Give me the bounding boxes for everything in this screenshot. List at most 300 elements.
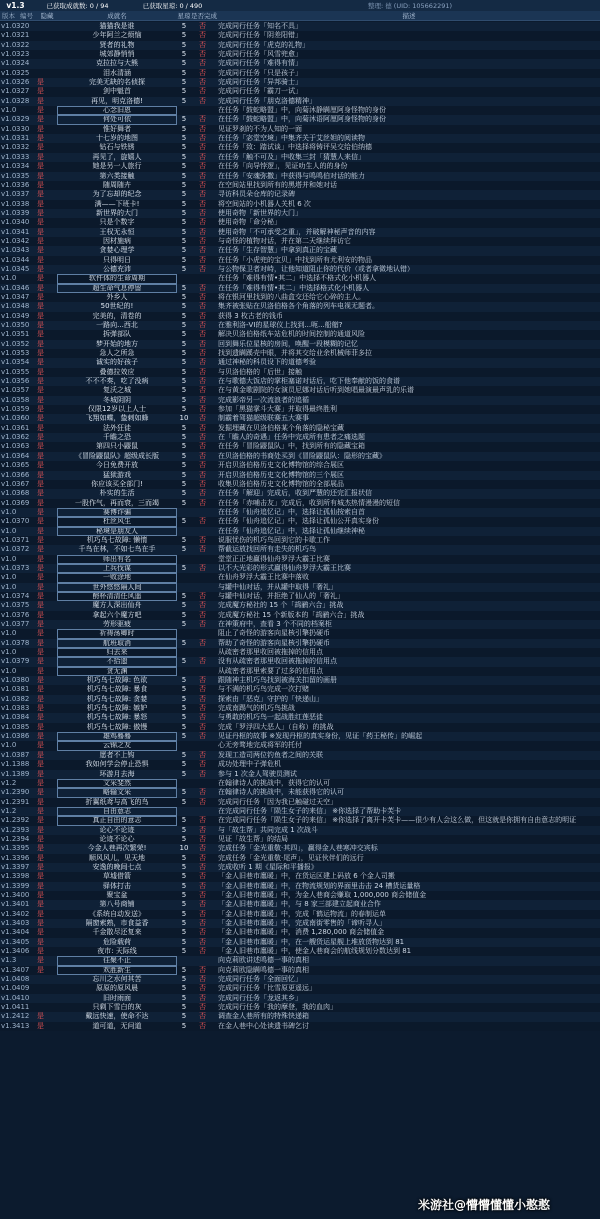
description-cell: 「金人旧巷市廛暖」中，消费 1,280,000 商会储值金 xyxy=(218,928,385,937)
achievement-name-cell: 复沃之城 xyxy=(103,386,131,395)
description-cell: 完成同行任务「虎克的礼物」 xyxy=(218,40,309,49)
completed-cell[interactable]: 否 xyxy=(199,909,206,918)
completed-cell[interactable]: 否 xyxy=(199,218,206,227)
table-row[interactable] xyxy=(0,947,600,956)
completed-cell[interactable]: 否 xyxy=(199,339,206,348)
completed-cell[interactable]: 否 xyxy=(199,227,206,236)
completed-cell[interactable]: 否 xyxy=(199,134,206,143)
stars-cell: 5 xyxy=(181,853,187,862)
completed-cell[interactable]: 否 xyxy=(199,87,206,96)
table-row[interactable] xyxy=(0,321,600,330)
number-cell xyxy=(16,807,37,816)
completed-cell[interactable]: 否 xyxy=(199,321,206,329)
completed-cell[interactable]: 否 xyxy=(199,975,206,984)
table-row[interactable] xyxy=(0,153,600,162)
completed-cell[interactable]: 否 xyxy=(199,1021,206,1030)
completed-cell[interactable]: 否 xyxy=(199,713,206,722)
table-row[interactable] xyxy=(0,835,600,844)
completed-cell[interactable]: 否 xyxy=(199,657,206,666)
table-row[interactable] xyxy=(0,900,600,909)
table-row[interactable] xyxy=(0,452,600,461)
completed-cell[interactable]: 否 xyxy=(199,788,206,797)
completed-cell[interactable]: 否 xyxy=(199,292,206,301)
table-row[interactable] xyxy=(0,396,600,405)
table-row[interactable] xyxy=(0,480,600,489)
achievement-name-cell: 王权无永恒 xyxy=(99,227,135,236)
header-version[interactable]: 版本 xyxy=(2,12,15,20)
version-cell: v1.0 xyxy=(1,59,17,68)
completed-cell[interactable]: 否 xyxy=(199,358,206,367)
completed-cell[interactable]: 否 xyxy=(199,535,206,544)
table-row[interactable] xyxy=(0,41,600,50)
description-cell: 完成同行任务「全面回忆」 xyxy=(218,975,302,984)
table-row[interactable] xyxy=(0,938,600,947)
completed-cell[interactable] xyxy=(191,779,214,788)
completed-cell[interactable]: 否 xyxy=(199,498,206,507)
stars-cell: 5 xyxy=(181,143,187,152)
table-row[interactable] xyxy=(0,1022,600,1031)
table-row[interactable] xyxy=(0,508,600,517)
description-cell: 在与黄金歌剧院的女演员尼娜对话后听到她唱最演最声乳的乐谱 xyxy=(218,386,414,395)
version-cell: v1.3 xyxy=(1,881,17,890)
table-row[interactable] xyxy=(0,863,600,872)
table-row[interactable] xyxy=(0,770,600,779)
table-row[interactable] xyxy=(0,237,600,246)
version-cell: v1.1 xyxy=(1,769,17,778)
completed-cell[interactable]: 否 xyxy=(199,900,206,909)
table-row[interactable] xyxy=(0,685,600,694)
completed-cell[interactable] xyxy=(191,648,214,657)
completed-cell[interactable]: 否 xyxy=(199,451,206,460)
stars-cell: 5 xyxy=(181,900,187,909)
table-row[interactable] xyxy=(0,218,600,227)
completed-cell[interactable]: 否 xyxy=(199,377,206,386)
table-row[interactable] xyxy=(0,499,600,508)
completed-cell[interactable]: 否 xyxy=(199,246,206,255)
completed-cell[interactable]: 否 xyxy=(199,255,206,264)
completed-cell[interactable]: 否 xyxy=(199,349,206,358)
achievement-name-cell: 满——下班卡! xyxy=(94,199,140,208)
completed-cell[interactable]: 否 xyxy=(199,22,206,30)
number-cell: 401 xyxy=(16,900,30,909)
completed-cell[interactable]: 否 xyxy=(199,395,206,404)
hidden-cell: 是 xyxy=(37,638,44,647)
table-row[interactable] xyxy=(0,713,600,722)
version-cell: v1.0 xyxy=(1,498,17,507)
table-row[interactable] xyxy=(0,592,600,601)
table-row[interactable] xyxy=(0,442,600,451)
completed-cell[interactable]: 否 xyxy=(199,610,206,619)
description-cell: 在空间站里找到所有的黑塔并和她对话 xyxy=(218,180,337,189)
table-row[interactable] xyxy=(0,172,600,181)
completed-cell[interactable]: 否 xyxy=(199,143,206,152)
table-row[interactable] xyxy=(0,50,600,59)
number-cell: 362 xyxy=(16,433,30,442)
table-row[interactable] xyxy=(0,87,600,96)
table-row[interactable] xyxy=(0,59,600,68)
completed-cell[interactable]: 否 xyxy=(199,685,206,694)
completed-cell[interactable]: 否 xyxy=(199,844,206,853)
table-row[interactable] xyxy=(0,246,600,255)
number-cell: 346 xyxy=(16,283,30,292)
completed-cell[interactable]: 否 xyxy=(199,461,206,470)
completed-cell[interactable] xyxy=(191,555,214,564)
table-row[interactable] xyxy=(0,555,600,564)
completed-cell[interactable]: 否 xyxy=(199,50,206,59)
completed-cell[interactable] xyxy=(191,508,214,517)
achievement-name-cell: 十七岁的地图 xyxy=(96,134,138,143)
completed-cell[interactable]: 否 xyxy=(199,1003,206,1012)
table-row[interactable] xyxy=(0,788,600,797)
completed-cell[interactable]: 否 xyxy=(199,965,206,974)
description-cell: 完成南踢气的机巧鸟挑战 xyxy=(218,704,295,713)
table-row[interactable] xyxy=(0,966,600,975)
table-row[interactable] xyxy=(0,284,600,293)
completed-cell[interactable]: 否 xyxy=(199,423,206,432)
version-cell: v1.0 xyxy=(1,423,17,432)
table-row[interactable] xyxy=(0,807,600,816)
completed-cell[interactable]: 否 xyxy=(199,937,206,946)
completed-cell[interactable]: 否 xyxy=(199,750,206,759)
table-row[interactable] xyxy=(0,200,600,209)
version-cell: v1.2 xyxy=(1,816,17,825)
completed-cell[interactable] xyxy=(191,667,214,676)
stars-cell: 5 xyxy=(181,152,187,161)
completed-cell[interactable]: 否 xyxy=(199,517,206,526)
achievement-name-cell: 50世纪的! xyxy=(100,302,134,311)
completed-cell[interactable]: 否 xyxy=(199,96,206,105)
table-row[interactable] xyxy=(0,69,600,78)
table-row[interactable] xyxy=(0,143,600,152)
table-row[interactable] xyxy=(0,274,600,283)
table-row[interactable] xyxy=(0,545,600,554)
header-name[interactable]: 成就名 xyxy=(107,12,127,20)
hidden-cell xyxy=(37,994,57,1003)
table-row[interactable] xyxy=(0,265,600,274)
description-cell: 在任务「小虎兜的宝贝」中找到所有尤利安的物品 xyxy=(218,255,372,264)
completed-cell[interactable] xyxy=(191,629,214,638)
completed-cell[interactable] xyxy=(191,956,214,965)
table-row[interactable] xyxy=(0,657,600,666)
table-row[interactable] xyxy=(0,424,600,433)
table-row[interactable] xyxy=(0,377,600,386)
header-description[interactable]: 描述 xyxy=(402,12,416,20)
table-row[interactable] xyxy=(0,293,600,302)
table-row[interactable] xyxy=(0,115,600,124)
completed-cell[interactable]: 否 xyxy=(199,171,206,180)
description-cell: 探索由「恶克」守护的「快递山」 xyxy=(218,694,323,703)
table-row[interactable] xyxy=(0,611,600,620)
table-row[interactable] xyxy=(0,639,600,648)
description-cell: 「金人旧巷市廛暖」中，在货运区建上码放 6 个金人司搬 xyxy=(218,872,395,881)
version-cell: v1.2 xyxy=(1,825,17,834)
completed-cell[interactable]: 否 xyxy=(199,834,206,843)
achievement-name-cell: 为了忘却的纪念 xyxy=(92,190,142,199)
completed-cell[interactable]: 否 xyxy=(199,152,206,161)
completed-cell[interactable]: 否 xyxy=(199,405,206,414)
table-row[interactable] xyxy=(0,620,600,629)
table-row[interactable] xyxy=(0,330,600,339)
number-cell: 376 xyxy=(16,610,30,619)
completed-cell[interactable] xyxy=(191,807,214,816)
achievement-name-cell: 千鸟在林，不如七鸟在手 xyxy=(78,545,156,554)
table-row[interactable] xyxy=(0,984,600,993)
version-cell: v1.2 xyxy=(1,1012,17,1021)
completed-cell[interactable]: 否 xyxy=(199,264,206,273)
table-row[interactable] xyxy=(0,536,600,545)
table-row[interactable] xyxy=(0,125,600,134)
table-row[interactable] xyxy=(0,461,600,470)
completed-cell[interactable]: 否 xyxy=(199,545,206,554)
version-cell: v1.2 xyxy=(1,788,17,797)
version-cell: v1.0 xyxy=(1,367,17,376)
completed-cell[interactable]: 否 xyxy=(199,694,206,703)
description-cell: 找到遗瞒蹊壳中眼，并将其交给业余机械师菲多拉 xyxy=(218,349,372,358)
number-cell xyxy=(16,573,37,582)
table-row[interactable] xyxy=(0,844,600,853)
table-row[interactable] xyxy=(0,256,600,265)
hidden-cell xyxy=(37,59,57,68)
table-row[interactable] xyxy=(0,695,600,704)
table-row[interactable] xyxy=(0,527,600,536)
table-row[interactable] xyxy=(0,741,600,750)
table-row[interactable] xyxy=(0,368,600,377)
table-row[interactable] xyxy=(0,676,600,685)
completed-cell[interactable] xyxy=(191,583,214,592)
completed-cell[interactable]: 否 xyxy=(199,620,206,628)
hidden-cell: 是 xyxy=(37,676,44,685)
table-row[interactable] xyxy=(0,919,600,928)
completed-cell[interactable]: 否 xyxy=(199,470,206,479)
stars-cell: 5 xyxy=(181,134,187,143)
table-row[interactable] xyxy=(0,798,600,807)
completed-cell[interactable] xyxy=(191,106,214,115)
completed-cell[interactable] xyxy=(191,741,214,750)
version-cell: v1.0 xyxy=(1,704,17,713)
completed-cell[interactable]: 否 xyxy=(199,928,206,937)
number-cell: 410 xyxy=(16,993,30,1002)
table-row[interactable] xyxy=(0,471,600,480)
header-completed[interactable]: 是否完成 xyxy=(191,12,217,20)
description-cell: 集齐被张贴在贝洛伯格各个角落的列车电视无题者。 xyxy=(218,302,379,311)
header-hidden[interactable]: 隐藏 xyxy=(40,12,54,20)
completed-cell[interactable]: 否 xyxy=(199,386,206,395)
version-cell: v1.0 xyxy=(1,984,17,993)
table-row[interactable] xyxy=(0,826,600,835)
table-row[interactable] xyxy=(0,975,600,984)
achievement-name-cell: 泪水清涵 xyxy=(103,68,131,77)
completed-cell[interactable]: 否 xyxy=(199,563,206,572)
completed-cell[interactable]: 否 xyxy=(199,442,206,451)
number-cell xyxy=(16,274,37,283)
table-row[interactable] xyxy=(0,97,600,106)
completed-cell[interactable]: 否 xyxy=(199,872,206,881)
table-row[interactable] xyxy=(0,31,600,40)
hidden-cell: 是 xyxy=(37,134,44,143)
version-cell: v1.0 xyxy=(1,274,17,283)
table-row[interactable] xyxy=(0,601,600,610)
number-cell: 322 xyxy=(16,40,30,49)
completed-cell[interactable]: 否 xyxy=(199,704,206,713)
completed-cell[interactable] xyxy=(191,527,214,536)
completed-cell[interactable]: 否 xyxy=(199,330,206,339)
version-cell: v1.0 xyxy=(1,255,17,264)
version-cell: v1.0 xyxy=(1,246,17,255)
table-row[interactable] xyxy=(0,162,600,171)
table-row[interactable] xyxy=(0,22,600,31)
completed-cell[interactable]: 否 xyxy=(199,722,206,731)
table-row[interactable] xyxy=(0,78,600,87)
description-cell: 在「瞻人的奇遇」任务中完成所有患者之痛选题 xyxy=(218,433,365,442)
hidden-cell xyxy=(37,50,57,59)
completed-cell[interactable]: 否 xyxy=(199,115,206,124)
table-row[interactable] xyxy=(0,760,600,769)
table-row[interactable] xyxy=(0,414,600,423)
stars-cell: 5 xyxy=(181,227,187,236)
table-row[interactable] xyxy=(0,629,600,638)
table-row[interactable] xyxy=(0,489,600,498)
hidden-cell: 是 xyxy=(37,96,44,105)
completed-cell[interactable]: 否 xyxy=(199,825,206,834)
completed-cell[interactable]: 否 xyxy=(199,862,206,871)
table-row[interactable] xyxy=(0,181,600,190)
description-cell: 与勇敢的机巧鸟一起战胜红莲恶徒 xyxy=(218,713,323,722)
completed-cell[interactable]: 否 xyxy=(199,769,206,778)
table-row[interactable] xyxy=(0,517,600,526)
version-cell: v1.0 xyxy=(1,171,17,180)
table-row[interactable] xyxy=(0,928,600,937)
completed-cell[interactable]: 否 xyxy=(199,31,206,40)
table-row[interactable] xyxy=(0,228,600,237)
completed-cell[interactable]: 否 xyxy=(199,947,206,956)
stars-cell: 5 xyxy=(181,947,187,956)
stars-cell: 5 xyxy=(181,386,187,395)
table-row[interactable] xyxy=(0,891,600,900)
completed-cell[interactable]: 否 xyxy=(199,302,206,311)
table-row[interactable] xyxy=(0,910,600,919)
completed-cell[interactable]: 否 xyxy=(199,59,206,68)
completed-cell[interactable]: 否 xyxy=(199,676,206,685)
completed-cell[interactable]: 否 xyxy=(199,1012,206,1021)
completed-cell[interactable]: 否 xyxy=(199,124,206,133)
table-row[interactable] xyxy=(0,994,600,1003)
table-row[interactable] xyxy=(0,779,600,788)
hidden-cell: 是 xyxy=(37,377,44,386)
completed-cell[interactable]: 否 xyxy=(199,190,206,199)
version-cell: v1.3 xyxy=(1,947,17,956)
table-row[interactable] xyxy=(0,882,600,891)
completed-cell[interactable]: 否 xyxy=(199,311,206,320)
description-cell: 在仙舟罗浮大霸王比赛中落败 xyxy=(218,573,309,582)
completed-cell[interactable]: 否 xyxy=(199,890,206,899)
completed-cell[interactable]: 否 xyxy=(199,732,206,741)
completed-cell[interactable]: 否 xyxy=(199,40,206,49)
completed-cell[interactable]: 否 xyxy=(199,68,206,77)
completed-cell[interactable]: 否 xyxy=(199,180,206,189)
stars-cell: 5 xyxy=(181,620,187,628)
completed-cell[interactable]: 否 xyxy=(199,638,206,647)
table-row[interactable] xyxy=(0,583,600,592)
completed-cell[interactable]: 否 xyxy=(199,208,206,217)
completed-cell[interactable]: 否 xyxy=(199,853,206,862)
table-row[interactable] xyxy=(0,816,600,825)
table-row[interactable] xyxy=(0,723,600,732)
stars-cell: 5 xyxy=(181,199,187,208)
completed-cell[interactable]: 否 xyxy=(199,479,206,488)
completed-cell[interactable]: 否 xyxy=(199,760,206,769)
table-row[interactable] xyxy=(0,667,600,676)
achievement-name-cell: 雄鸡蓦蓦 xyxy=(57,732,177,741)
completed-cell[interactable] xyxy=(191,573,214,582)
completed-cell[interactable]: 否 xyxy=(199,591,206,600)
number-cell: 336 xyxy=(16,180,30,189)
completed-cell[interactable]: 否 xyxy=(199,919,206,927)
completed-cell[interactable]: 否 xyxy=(199,993,206,1002)
table-row[interactable] xyxy=(0,302,600,311)
completed-cell[interactable]: 否 xyxy=(199,283,206,292)
completed-cell[interactable]: 否 xyxy=(199,414,206,423)
version-cell: v1.0 xyxy=(1,377,17,386)
completed-cell[interactable]: 否 xyxy=(199,601,206,610)
version-cell: v1.0 xyxy=(1,741,17,750)
description-cell: 获得 3 枚古老的钱币 xyxy=(218,311,283,320)
table-row[interactable] xyxy=(0,956,600,965)
stars-cell: 5 xyxy=(181,1003,187,1012)
table-row[interactable] xyxy=(0,386,600,395)
table-row[interactable] xyxy=(0,358,600,367)
table-row[interactable] xyxy=(0,872,600,881)
table-row[interactable] xyxy=(0,340,600,349)
completed-cell[interactable]: 否 xyxy=(199,78,206,87)
table-row[interactable] xyxy=(0,349,600,358)
table-row[interactable] xyxy=(0,648,600,657)
hidden-cell: 是 xyxy=(37,311,44,320)
completed-cell[interactable]: 否 xyxy=(199,489,206,498)
completed-cell[interactable]: 否 xyxy=(199,162,206,171)
description-cell: 在任务「赤哺击友」完成后，收到所有城杰热情漫漫的短信 xyxy=(218,498,400,507)
table-row[interactable] xyxy=(0,1012,600,1021)
completed-cell[interactable]: 否 xyxy=(199,881,206,890)
number-cell: 377 xyxy=(16,620,30,628)
stars-cell: 5 xyxy=(181,498,187,507)
table-row[interactable] xyxy=(0,209,600,218)
table-row[interactable] xyxy=(0,312,600,321)
completed-cell[interactable] xyxy=(191,274,214,283)
completed-cell[interactable]: 否 xyxy=(199,433,206,442)
completed-cell[interactable]: 否 xyxy=(199,236,206,245)
completed-cell[interactable]: 否 xyxy=(199,816,206,825)
completed-cell[interactable]: 否 xyxy=(199,367,206,376)
completed-cell[interactable]: 否 xyxy=(199,797,206,806)
table-row[interactable] xyxy=(0,190,600,199)
version-cell: v1.0 xyxy=(1,321,17,329)
description-cell: 在贝洛伯格的书商处买到《冒险鼹鼠队：隐形的宝藏》 xyxy=(218,451,386,460)
header-number[interactable]: 编号 xyxy=(20,12,33,20)
hidden-cell: 是 xyxy=(37,405,44,414)
table-row[interactable] xyxy=(0,751,600,760)
completed-cell[interactable]: 否 xyxy=(199,199,206,208)
completed-cell[interactable]: 否 xyxy=(199,984,206,993)
stars-cell: 5 xyxy=(181,180,187,189)
hidden-cell: 是 xyxy=(37,1012,44,1021)
number-cell: 389 xyxy=(16,769,30,778)
table-row[interactable] xyxy=(0,854,600,863)
stars-cell: 5 xyxy=(181,40,187,49)
table-row[interactable] xyxy=(0,573,600,582)
table-row[interactable] xyxy=(0,564,600,573)
header-stars[interactable]: 星琼 xyxy=(177,12,191,20)
watermark: 米游社@懵懵懂懂小憨憨 xyxy=(418,1198,551,1212)
